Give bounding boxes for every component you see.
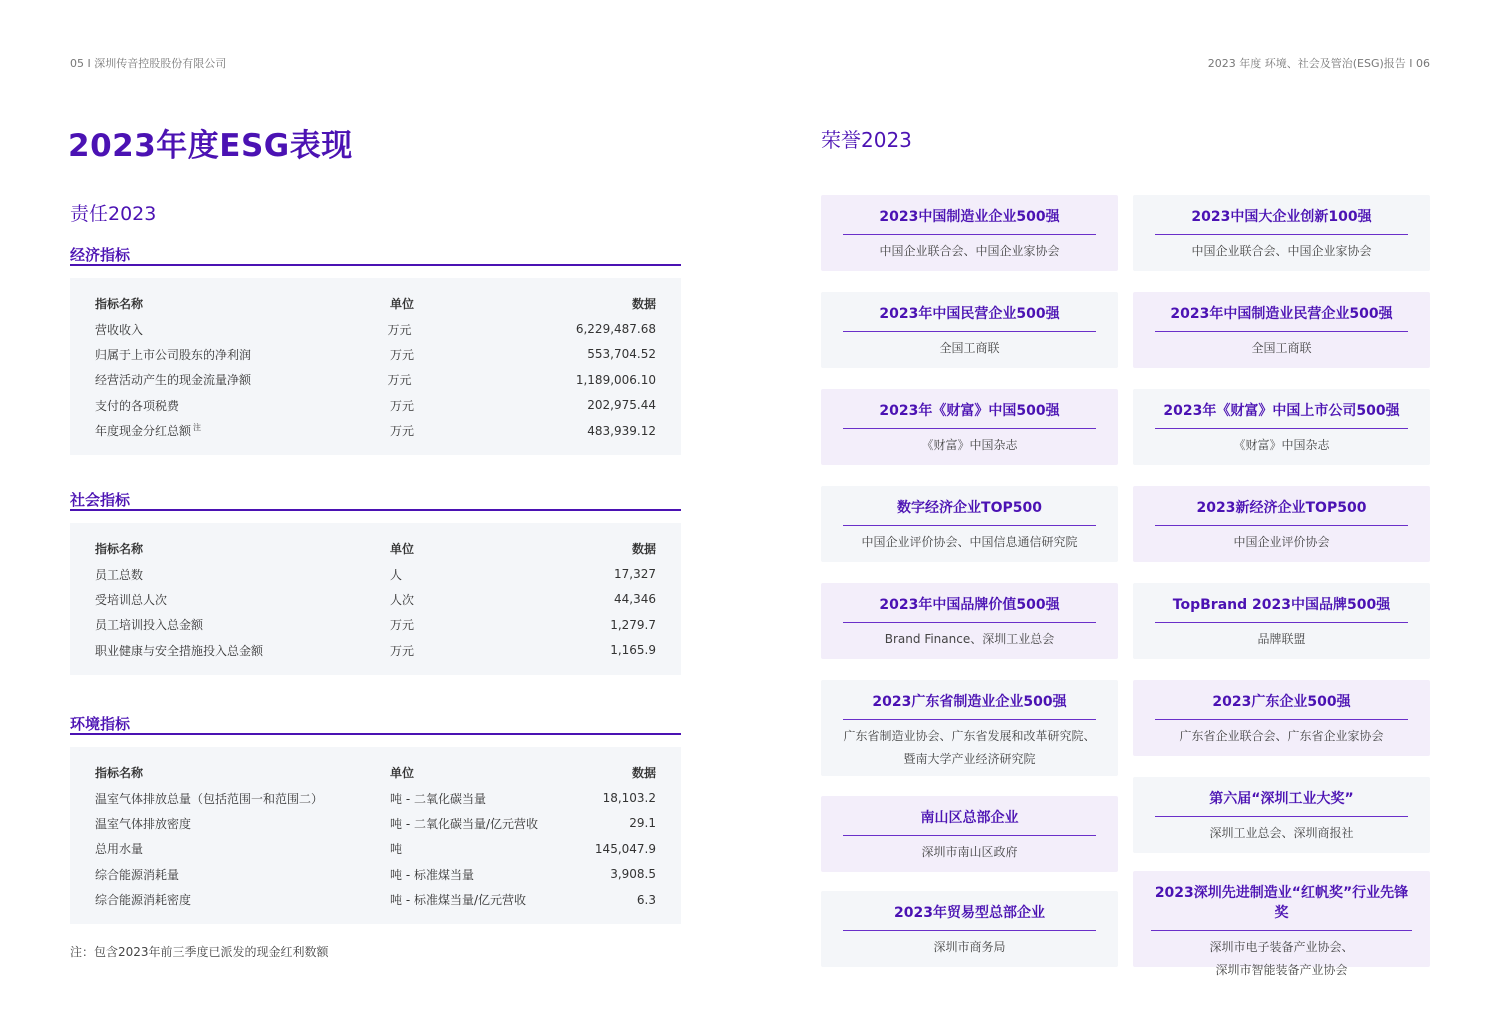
- honor-title: 2023年中国民营企业500强: [843, 303, 1096, 332]
- column-header-unit: 单位: [390, 766, 415, 781]
- honor-title: 数字经济企业TOP500: [843, 497, 1096, 526]
- indicator-unit: 吨 - 标准煤当量: [390, 867, 474, 882]
- indicator-unit: 人: [390, 567, 403, 582]
- honor-source: 深圳工业总会、深圳商报社: [1209, 826, 1354, 840]
- honor-card: [1133, 583, 1430, 659]
- footnote: 注：包含2023年前三季度已派发的现金红利数额: [70, 945, 329, 959]
- honor-title: 2023广东省制造业企业500强: [843, 691, 1096, 720]
- indicator-value: 1,279.7: [610, 617, 656, 632]
- indicator-name: 归属于上市公司股东的净利润: [95, 347, 252, 362]
- indicator-value: 18,103.2: [602, 791, 656, 806]
- column-header-value: 数据: [631, 766, 656, 781]
- honor-card: [821, 195, 1118, 271]
- indicator-value: 202,975.44: [587, 398, 656, 413]
- indicator-unit: 吨 - 标准煤当量/亿元营收: [390, 893, 527, 908]
- honor-card: [1133, 777, 1430, 853]
- environment-heading: 环境指标: [70, 713, 681, 735]
- honor-source-line: 广东省制造业协会、广东省发展和改革研究院、: [843, 729, 1096, 743]
- honor-source: 广东省企业联合会、广东省企业家协会: [1179, 729, 1384, 743]
- honor-title: 2023新经济企业TOP500: [1155, 497, 1408, 526]
- honor-title: 2023中国制造业企业500强: [843, 206, 1096, 235]
- indicator-value: 145,047.9: [594, 841, 656, 856]
- social-heading: 社会指标: [70, 489, 681, 511]
- honor-source: [821, 725, 1118, 771]
- page-header-left: 05 I 深圳传音控股股份有限公司: [70, 57, 227, 70]
- page-title: 2023年度ESG表现: [68, 128, 353, 164]
- table-row: [95, 418, 656, 443]
- column-header-value: 数据: [631, 297, 656, 312]
- economic-table: [70, 278, 681, 455]
- honor-card: [1133, 389, 1430, 465]
- honor-source: 中国企业评价协会、中国信息通信研究院: [861, 535, 1078, 549]
- table-row: [95, 612, 656, 637]
- honor-title: 2023年中国品牌价值500强: [843, 594, 1096, 623]
- honor-source-line: 深圳市电子装备产业协会、: [1209, 940, 1354, 954]
- honor-source: Brand Finance、深圳工业总会: [884, 632, 1055, 646]
- indicator-value: 483,939.12: [587, 423, 656, 438]
- indicator-unit: 万元: [390, 398, 415, 413]
- table-row: [95, 393, 656, 418]
- honor-source: 全国工商联: [1251, 341, 1312, 355]
- honor-source: 《财富》中国杂志: [1233, 438, 1330, 452]
- column-header-unit: 单位: [390, 542, 415, 557]
- honor-title: 2023年贸易型总部企业: [843, 902, 1096, 931]
- honor-card: [1133, 292, 1430, 368]
- table-row: [95, 811, 656, 836]
- table-row: [95, 342, 656, 367]
- honor-source: 全国工商联: [939, 341, 1000, 355]
- honor-source: 中国企业联合会、中国企业家协会: [879, 244, 1060, 258]
- social-table: [70, 523, 681, 675]
- honor-title: 2023年中国制造业民营企业500强: [1155, 303, 1408, 332]
- column-header-name: 指标名称: [95, 297, 144, 312]
- indicator-unit: 吨 - 二氧化碳当量: [390, 791, 486, 806]
- indicator-name: 营收收入: [95, 322, 144, 337]
- indicator-name: 综合能源消耗量: [95, 867, 180, 882]
- honor-title: 第六届“深圳工业大奖”: [1155, 788, 1408, 817]
- indicator-name: 支付的各项税费: [95, 398, 180, 413]
- honor-title: 2023年《财富》中国500强: [843, 400, 1096, 429]
- table-header-row: [95, 760, 656, 785]
- honor-source: 中国企业联合会、中国企业家协会: [1191, 244, 1372, 258]
- table-row: [95, 836, 656, 861]
- indicator-value: 3,908.5: [610, 867, 656, 882]
- indicator-unit: 万元: [390, 424, 415, 439]
- honor-title: 2023广东企业500强: [1155, 691, 1408, 720]
- honor-card: [821, 583, 1118, 659]
- social-section: [70, 489, 681, 675]
- honor-card: [1133, 680, 1430, 756]
- indicator-name: 总用水量: [95, 842, 144, 857]
- indicator-name: 职业健康与安全措施投入总金额: [95, 643, 264, 658]
- indicator-value: 17,327: [614, 567, 656, 582]
- indicator-value: 1,165.9: [610, 643, 656, 658]
- economic-heading: 经济指标: [70, 244, 681, 266]
- table-row: [95, 316, 656, 341]
- page-header-right: 2023 年度 环境、社会及管治(ESG)报告 I 06: [1207, 57, 1430, 70]
- economic-section: [70, 244, 681, 455]
- honor-source: 深圳市南山区政府: [921, 845, 1018, 859]
- honor-title: TopBrand 2023中国品牌500强: [1155, 594, 1408, 623]
- indicator-name: 受培训总人次: [95, 592, 168, 607]
- honor-card: [821, 389, 1118, 465]
- honor-source: 《财富》中国杂志: [921, 438, 1018, 452]
- honor-card: [1133, 195, 1430, 271]
- honor-title: 2023深圳先进制造业“红帆奖”行业先锋奖: [1151, 882, 1412, 931]
- honor-source: 深圳市商务局: [933, 940, 1006, 954]
- honor-card: [821, 891, 1118, 967]
- environment-section: [70, 713, 681, 924]
- honor-title: 2023中国大企业创新100强: [1155, 206, 1408, 235]
- column-header-value: 数据: [631, 542, 656, 557]
- table-row: [95, 887, 656, 912]
- indicator-name: 温室气体排放总量（包括范围一和范围二）: [95, 791, 324, 806]
- honor-source: 中国企业评价协会: [1233, 535, 1330, 549]
- table-row: [95, 561, 656, 586]
- indicator-unit: 吨: [390, 842, 403, 857]
- indicator-name: 经营活动产生的现金流量净额: [95, 373, 252, 388]
- table-row: [95, 638, 656, 663]
- honor-source-line: 深圳市智能装备产业协会: [1215, 963, 1348, 977]
- honor-source-line: 暨南大学产业经济研究院: [903, 752, 1036, 766]
- table-row: [95, 587, 656, 612]
- honor-card: [1133, 486, 1430, 562]
- indicator-unit: 万元: [387, 322, 412, 337]
- indicator-value: 44,346: [614, 592, 656, 607]
- indicator-unit: 万元: [387, 373, 412, 388]
- environment-table: [70, 747, 681, 924]
- honor-card: [821, 796, 1118, 872]
- column-header-unit: 单位: [390, 297, 415, 312]
- table-row: [95, 862, 656, 887]
- table-header-row: [95, 291, 656, 316]
- honor-card: [821, 486, 1118, 562]
- honor-source: [1133, 936, 1430, 982]
- indicator-unit: 万元: [390, 618, 415, 633]
- indicator-unit: 吨 - 二氧化碳当量/亿元营收: [390, 816, 539, 831]
- table-row: [95, 367, 656, 392]
- honor-card: [1133, 871, 1430, 977]
- honors-title: 荣誉2023: [821, 128, 912, 152]
- indicator-name-with-note: [95, 422, 390, 439]
- indicator-value: 1,189,006.10: [575, 372, 656, 387]
- indicator-unit: 万元: [390, 643, 415, 658]
- indicator-value: 553,704.52: [587, 347, 656, 362]
- honor-card: [821, 292, 1118, 368]
- honor-title: 南山区总部企业: [843, 807, 1096, 836]
- indicator-unit: 万元: [390, 347, 415, 362]
- honor-source: 品牌联盟: [1257, 632, 1306, 646]
- indicator-value: 6,229,487.68: [575, 322, 656, 337]
- column-header-name: 指标名称: [95, 542, 144, 557]
- column-header-name: 指标名称: [95, 766, 144, 781]
- indicator-name: 综合能源消耗密度: [95, 893, 192, 908]
- honor-title: 2023年《财富》中国上市公司500强: [1155, 400, 1408, 429]
- indicator-name: 员工培训投入总金额: [95, 618, 204, 633]
- indicator-name: 员工总数: [95, 567, 144, 582]
- table-header-row: [95, 536, 656, 561]
- indicator-name: 年度现金分红总额: [95, 424, 192, 439]
- honor-card: [821, 680, 1118, 776]
- indicator-value: 6.3: [636, 892, 656, 907]
- indicator-name: 温室气体排放密度: [95, 816, 192, 831]
- footnote-mark: 注: [193, 423, 202, 433]
- responsibility-subtitle: 责任2023: [70, 203, 157, 225]
- indicator-unit: 人次: [390, 592, 415, 607]
- table-row: [95, 785, 656, 810]
- indicator-value: 29.1: [629, 816, 656, 831]
